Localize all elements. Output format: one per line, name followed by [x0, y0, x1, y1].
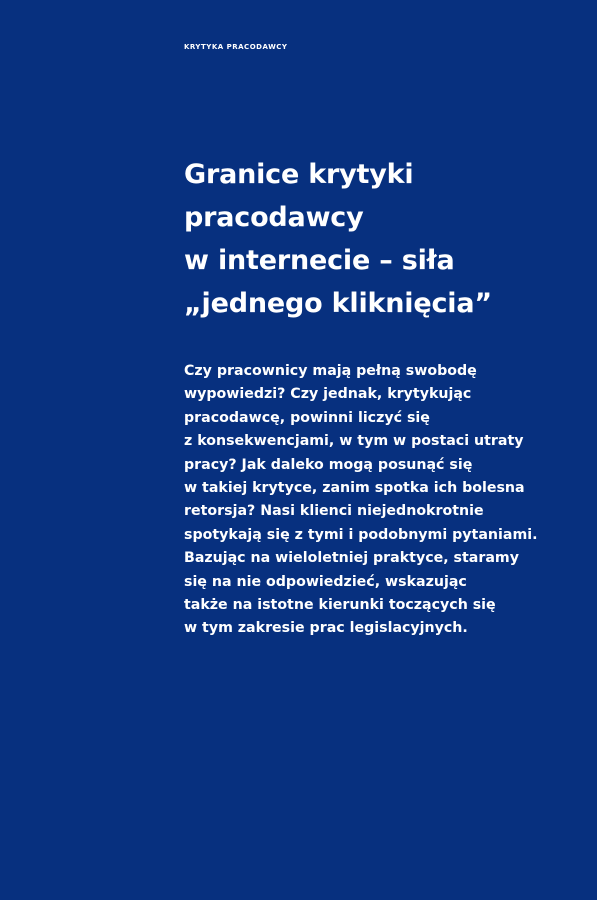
lead-line: pracy? Jak daleko mogą posunąć się [184, 456, 473, 473]
article-title [184, 153, 584, 325]
lead-line: Bazując na wieloletniej praktyce, staramy [184, 550, 519, 567]
lead-line: z konsekwencjami, w tym w postaci utraty [184, 433, 524, 450]
lead-line: się na nie odpowiedzieć, wskazując [184, 573, 467, 590]
title-line: pracodawcy [184, 202, 364, 233]
lead-line: pracodawcę, powinni liczyć się [184, 409, 430, 426]
lead-line: także na istotne kierunki toczących się [184, 597, 496, 614]
section-label: KRYTYKA PRACODAWCY [184, 43, 288, 51]
lead-line: retorsja? Nasi klienci niejednokrotnie [184, 503, 484, 520]
lead-line: wypowiedzi? Czy jednak, krytykując [184, 386, 472, 403]
lead-paragraph [184, 360, 579, 641]
title-line: w internecie – siła [184, 245, 455, 276]
title-line: „jednego kliknięcia” [184, 288, 492, 319]
lead-line: w takiej krytyce, zanim spotka ich bolesna [184, 480, 525, 497]
title-line: Granice krytyki [184, 159, 414, 190]
lead-line: Czy pracownicy mają pełną swobodę [184, 363, 477, 379]
lead-line: w tym zakresie prac legislacyjnych. [184, 620, 468, 637]
lead-line: spotykają się z tymi i podobnymi pytaniami. [184, 526, 538, 543]
